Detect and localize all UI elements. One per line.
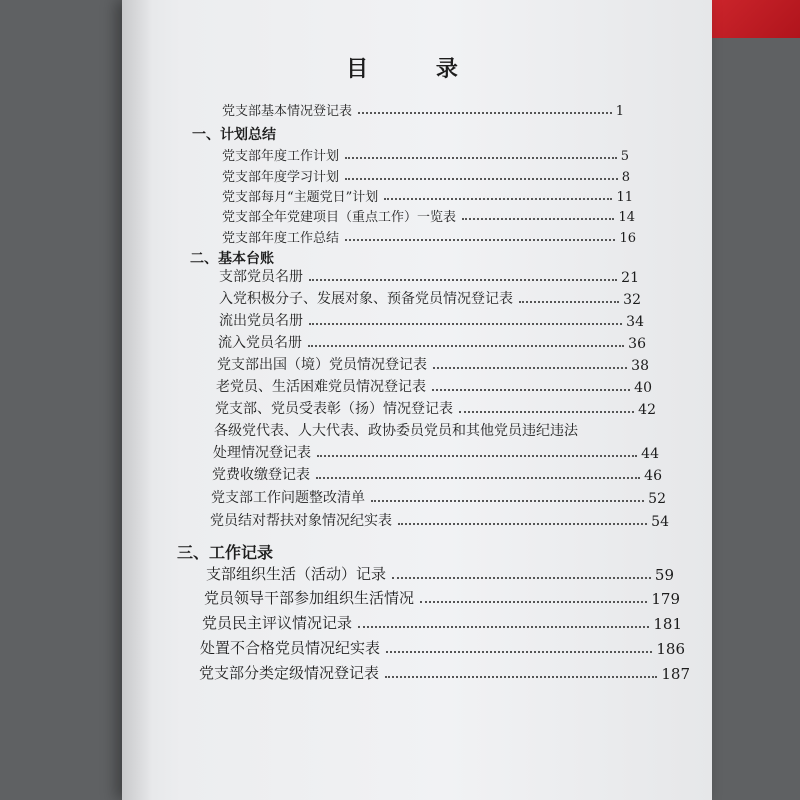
leader-dots <box>433 367 627 369</box>
toc-entry-label: 党支部分类定级情况登记表 <box>199 664 380 682</box>
toc-entry-page: 181 <box>653 615 682 633</box>
leader-dots <box>459 411 634 413</box>
leader-dots <box>345 157 617 159</box>
toc-entry-page: 186 <box>656 640 685 658</box>
toc-entry-label: 党费收缴登记表 <box>212 467 310 483</box>
toc-entry-label: 流出党员名册 <box>219 313 303 329</box>
toc-entry-label: 老党员、生活困难党员情况登记表 <box>216 379 426 395</box>
leader-dots <box>371 500 644 502</box>
toc-entry[interactable] <box>222 100 624 119</box>
toc-entry-label: 党支部年度工作总结 <box>222 231 340 246</box>
toc-entry-page: 46 <box>644 468 662 484</box>
toc-entry-label: 党员领导干部参加组织生活情况 <box>204 589 415 607</box>
leader-dots <box>309 323 622 325</box>
toc-entry-page: 54 <box>651 514 669 530</box>
toc-entry-label: 党支部年度工作计划 <box>222 149 340 164</box>
toc-entry-label: 流入党员名册 <box>218 335 302 351</box>
leader-dots <box>420 601 647 603</box>
toc-entry-page: 179 <box>651 590 680 608</box>
leader-dots <box>358 112 612 114</box>
table-of-contents <box>122 0 712 800</box>
toc-entry[interactable] <box>217 354 649 374</box>
leader-dots <box>308 345 624 347</box>
toc-entry-page: 16 <box>619 231 636 246</box>
toc-entry-label: 处理情况登记表 <box>213 445 311 461</box>
toc-entry-label: 党支部年度学习计划 <box>222 170 340 185</box>
toc-entry-page: 8 <box>621 170 630 185</box>
toc-page <box>122 0 712 800</box>
toc-entry[interactable] <box>212 464 662 484</box>
toc-entry-page: 34 <box>626 314 644 330</box>
toc-entry[interactable] <box>213 442 659 462</box>
toc-entry-page: 11 <box>616 190 633 205</box>
toc-entry-label: 党支部、党员受表彰（扬）情况登记表 <box>215 401 453 417</box>
toc-title: 目 录 <box>346 57 488 82</box>
leader-dots <box>432 389 630 391</box>
toc-entry-label: 党支部工作问题整改清单 <box>211 490 365 506</box>
leader-dots <box>462 218 614 220</box>
toc-entry-label: 支部党员名册 <box>219 269 303 285</box>
leader-dots <box>358 626 649 628</box>
toc-entry-label: 党支部基本情况登记表 <box>222 104 353 119</box>
toc-entry-label: 党员民主评议情况记录 <box>202 614 353 632</box>
leader-dots <box>384 198 612 200</box>
toc-entry-page: 36 <box>628 336 646 352</box>
toc-entry[interactable] <box>219 266 639 286</box>
leader-dots <box>392 577 651 579</box>
toc-entry[interactable] <box>206 563 674 584</box>
leader-dots <box>398 523 647 525</box>
leader-dots <box>317 455 637 457</box>
toc-entry[interactable] <box>202 612 682 633</box>
toc-entry-page: 5 <box>620 149 629 164</box>
toc-entry[interactable] <box>200 637 685 658</box>
toc-entry[interactable] <box>199 662 690 683</box>
toc-entry[interactable] <box>204 587 680 608</box>
leader-dots <box>386 651 652 653</box>
toc-entry[interactable] <box>222 227 636 246</box>
toc-entry-page: 21 <box>621 270 639 286</box>
toc-entry-page: 1 <box>615 104 624 119</box>
toc-entry[interactable] <box>222 166 630 185</box>
leader-dots <box>519 301 619 303</box>
toc-entry[interactable] <box>218 332 646 352</box>
toc-entry[interactable] <box>215 398 656 418</box>
section-heading: 二、基本台账 <box>190 251 274 267</box>
toc-entry[interactable] <box>222 145 629 164</box>
toc-entry-page: 52 <box>648 491 666 507</box>
toc-entry-page: 14 <box>618 210 635 225</box>
toc-entry[interactable] <box>211 487 666 507</box>
toc-entry-label: 党员结对帮扶对象情况纪实表 <box>210 513 392 529</box>
toc-entry[interactable] <box>216 376 652 396</box>
toc-entry-label: 入党积极分子、发展对象、预备党员情况登记表 <box>219 291 513 307</box>
toc-entry-page: 32 <box>623 292 641 308</box>
toc-entry-page: 59 <box>654 566 674 584</box>
toc-entry[interactable] <box>222 186 633 205</box>
toc-entry-line[interactable] <box>214 420 664 440</box>
toc-entry[interactable] <box>210 510 669 530</box>
toc-entry-page: 40 <box>634 380 652 396</box>
toc-entry-page: 42 <box>638 402 656 418</box>
toc-entry-page: 44 <box>641 446 659 462</box>
leader-dots <box>345 239 615 241</box>
toc-entry-label: 各级党代表、人大代表、政协委员党员和其他党员违纪违法 <box>214 423 578 439</box>
section-heading: 一、计划总结 <box>192 127 276 143</box>
toc-entry-label: 处置不合格党员情况纪实表 <box>200 639 381 657</box>
toc-entry[interactable] <box>219 310 644 330</box>
leader-dots <box>345 178 618 180</box>
leader-dots <box>385 676 657 678</box>
toc-entry-label: 支部组织生活（活动）记录 <box>206 565 387 583</box>
leader-dots <box>309 279 617 281</box>
toc-entry[interactable] <box>219 288 641 308</box>
toc-entry-page: 187 <box>661 665 690 683</box>
toc-entry-page: 38 <box>631 358 649 374</box>
toc-entry-label: 党支部出国（境）党员情况登记表 <box>217 357 427 373</box>
leader-dots <box>316 477 640 479</box>
toc-entry[interactable] <box>222 206 635 225</box>
section-heading: 三、工作记录 <box>177 543 274 562</box>
toc-entry-label: 党支部全年党建项目（重点工作）一览表 <box>222 210 457 225</box>
toc-entry-label: 党支部每月“主题党日”计划 <box>222 190 379 205</box>
